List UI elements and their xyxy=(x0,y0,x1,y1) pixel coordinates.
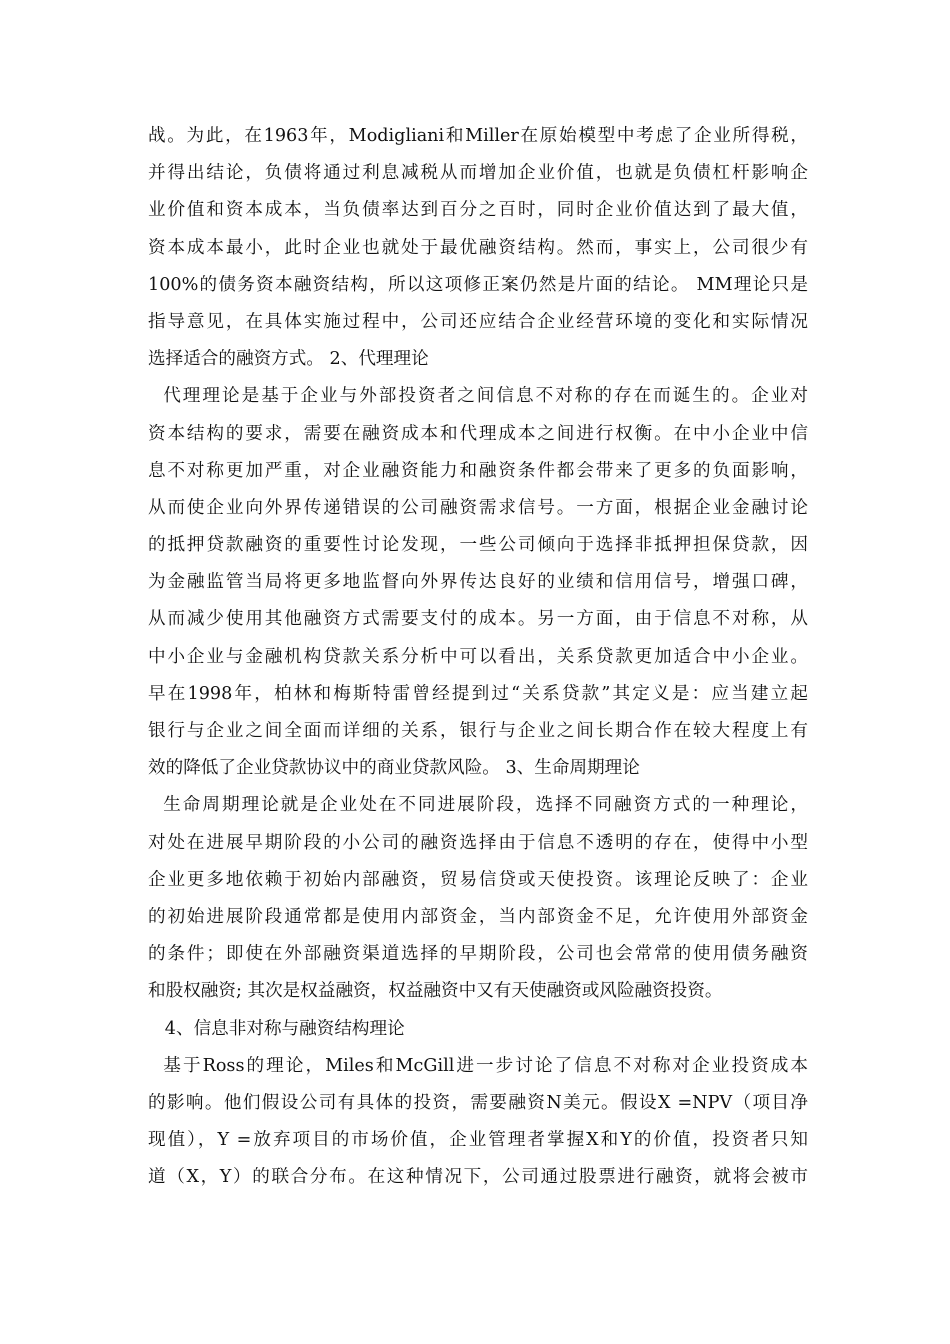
text-line: 息不对称更加严重，对企业融资能力和融资条件都会带来了更多的负面影响， xyxy=(148,460,808,481)
text-line: 的初始进展阶段通常都是使用内部资金，当内部资金不足，允许使用外部资金 xyxy=(148,906,808,927)
text-line: 战。为此，在1963年，Modigliani和Miller在原始模型中考虑了企业所得税， xyxy=(148,126,808,146)
text-line: 指导意见，在具体实施过程中，公司还应结合企业经营环境的变化和实际情况 xyxy=(148,311,808,332)
body-text xyxy=(148,118,808,1196)
text-line: 的条件；即使在外部融资渠道选择的早期阶段，公司也会常常的使用债务融资 xyxy=(148,944,808,965)
text-line: 银行与企业之间全面而详细的关系，银行与企业之间长期合作在较大程度上有 xyxy=(148,721,808,741)
text-line-section-heading: 效的降低了企业贷款协议中的商业贷款风险。 3、生命周期理论 xyxy=(148,758,640,779)
text-line: 代理理论是基于企业与外部投资者之间信息不对称的存在而诞生的。企业对 xyxy=(148,386,808,407)
text-line: 业价值和资本成本，当负债率达到百分之百时，同时企业价值达到了最大值， xyxy=(148,200,808,221)
text-line: 基于Ross的理论，Miles和McGill进一步讨论了信息不对称对企业投资成本 xyxy=(148,1055,808,1076)
text-line: 对处在进展早期阶段的小公司的融资选择由于信息不透明的存在，使得中小型 xyxy=(148,832,808,853)
text-line: 资本成本最小，此时企业也就处于最优融资结构。然而，事实上，公司很少有 xyxy=(148,237,808,258)
text-line-section-heading: 选择适合的融资方式。 2、代理理论 xyxy=(148,349,429,370)
text-line: 的影响。他们假设公司有具体的投资，需要融资N美元。假设X =NPV（项目净 xyxy=(148,1092,808,1113)
text-line: 从而减少使用其他融资方式需要支付的成本。另一方面，由于信息不对称，从 xyxy=(148,609,808,630)
text-line: 100%的债务资本融资结构，所以这项修正案仍然是片面的结论。 MM理论只是 xyxy=(148,274,808,295)
text-line: 并得出结论，负债将通过利息减税从而增加企业价值，也就是负债杠杆影响企 xyxy=(148,163,808,184)
text-line: 早在1998年，柏林和梅斯特雷曾经提到过“关系贷款”其定义是：应当建立起 xyxy=(148,683,808,704)
text-line: 中小企业与金融机构贷款关系分析中可以看出，关系贷款更加适合中小企业。 xyxy=(148,646,808,667)
section-heading: 4、信息非对称与融资结构理论 xyxy=(148,1018,405,1039)
text-line: 资本结构的要求，需要在融资成本和代理成本之间进行权衡。在中小企业中信 xyxy=(148,423,808,444)
text-line: 的抵押贷款融资的重要性讨论发现，一些公司倾向于选择非抵押担保贷款，因 xyxy=(148,535,808,556)
text-line: 道（X，Y）的联合分布。在这种情况下，公司通过股票进行融资，就将会被市 xyxy=(148,1167,808,1188)
text-line: 企业更多地依赖于初始内部融资，贸易信贷或天使投资。该理论反映了：企业 xyxy=(148,869,808,890)
text-line: 现值），Y =放弃项目的市场价值，企业管理者掌握X和Y的价值，投资者只知 xyxy=(148,1130,808,1151)
text-line: 从而使企业向外界传递错误的公司融资需求信号。一方面，根据企业金融讨论 xyxy=(148,497,808,518)
text-line: 和股权融资; 其次是权益融资，权益融资中又有天使融资或风险融资投资。 xyxy=(148,981,723,1002)
text-line: 生命周期理论就是企业处在不同进展阶段，选择不同融资方式的一种理论， xyxy=(148,795,808,816)
text-line: 为金融监管当局将更多地监督向外界传达良好的业绩和信用信号，增强口碑， xyxy=(148,572,808,593)
